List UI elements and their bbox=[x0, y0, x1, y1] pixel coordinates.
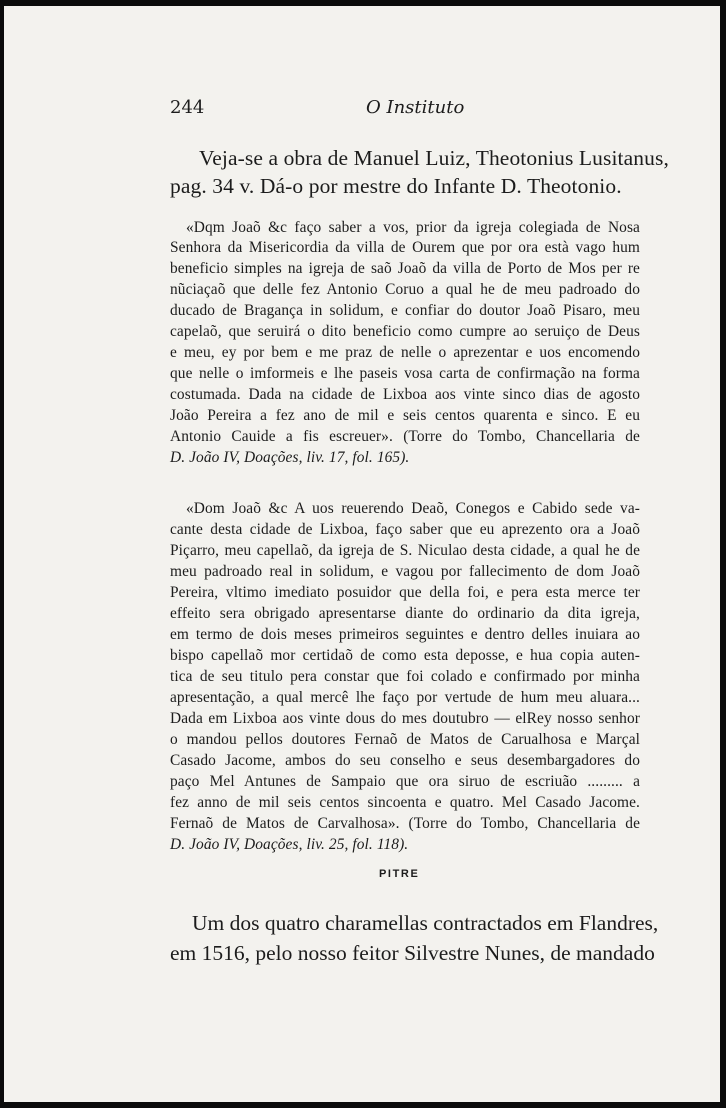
text-line: João Pereira a fez ano de mil e seis centos quarenta e sinco. E eu bbox=[170, 407, 640, 424]
text-line: que nelle o imformeis e lhe paseis vosa carta de confirmação na forma bbox=[170, 365, 640, 382]
text-line: capelaõ, que seruirá o dito beneficio como cumpre ao seruiço de Deus bbox=[170, 323, 640, 340]
text-line: costumada. Dada na cidade de Lixboa aos vinte sinco dias de agosto bbox=[170, 386, 640, 403]
text-line: Casado Jacome, ambos do seu conselho e seus desembargadores do bbox=[170, 752, 640, 769]
text-line: cante desta cidade de Lixboa, faço saber que eu aprezento ora a Joaõ bbox=[170, 521, 640, 538]
text-line: Dada em Lixboa aos vinte dous do mes doutubro — elRey nosso senhor bbox=[170, 710, 640, 727]
text-line: apresentação, a qual mercê lhe faço por vertude de hum meu aluara... bbox=[170, 689, 640, 706]
text-line: Um dos quatro charamellas contractados em Flandres, bbox=[192, 911, 659, 935]
text-line: Senhora da Misericordia da villa de Ourem que por ora està vago hum bbox=[170, 239, 640, 256]
text-line: «Dqm Joaõ &c faço saber a vos, prior da igreja colegiada de Nosa bbox=[186, 219, 640, 236]
scanned-page bbox=[4, 6, 720, 1102]
text-line: Veja-se a obra de Manuel Luiz, Theotonius Lusitanus, bbox=[199, 146, 669, 170]
text-line: fez anno de mil seis centos sincoenta e quatro. Mel Casado Jacome. bbox=[170, 794, 640, 811]
text-line: ducado de Bragança in solidum, e confiar do doutor Joaõ Pisaro, meu bbox=[170, 302, 640, 319]
text-line: D. João IV, Doações, liv. 25, fol. 118). bbox=[170, 836, 409, 853]
text-line: em 1516, pelo nosso feitor Silvestre Nunes, de mandado bbox=[170, 941, 655, 965]
text-line: em termo de dois meses primeiros seguintes e dentro delles inuiara ao bbox=[170, 626, 640, 643]
text-line: beneficio simples na igreja de saõ Joaõ da villa de Porto de Mos per re bbox=[170, 260, 640, 277]
text-line: D. João IV, Doações, liv. 17, fol. 165). bbox=[170, 449, 410, 466]
text-line: Pereira, vltimo imediato posuidor que della foi, e pera esta merce ter bbox=[170, 584, 640, 601]
text-line: bispo capellaõ mor certidaõ de como esta deposse, e hua copia auten- bbox=[170, 647, 640, 664]
text-line: Fernaõ de Matos de Carvalhosa». (Torre do Tombo, Chancellaria de bbox=[170, 815, 640, 832]
text-line: effeito sera obrigado apresentarse diante do ordinario da dita igreja, bbox=[170, 605, 640, 622]
text-line: pag. 34 v. Dá-o por mestre do Infante D. Theotonio. bbox=[170, 174, 622, 198]
text-line: Antonio Cauide a fis escreuer». (Torre do Tombo, Chancellaria de bbox=[170, 428, 640, 445]
text-line: e meu, ey por bem e me praz de nelle o aprezentar e uos encomendo bbox=[170, 344, 640, 361]
text-line: paço Mel Antunes de Sampaio que ora siruo de escriuão ......... a bbox=[170, 773, 640, 790]
text-line: o mandou pellos doutores Fernaõ de Matos de Carualhosa e Marçal bbox=[170, 731, 640, 748]
text-line: «Dom Joaõ &c A uos reuerendo Deaõ, Conegos e Cabido sede va- bbox=[186, 500, 640, 517]
text-line: tica de seu titulo pera constar que foi colado e confirmado por minha bbox=[170, 668, 640, 685]
text-line: nũciaçaõ que delle fez Antonio Coruo a qual he de meu padroado do bbox=[170, 281, 640, 298]
text-line: Piçarro, meu capellaõ, da igreja de S. Niculao desta cidade, a qual he de bbox=[170, 542, 640, 559]
page-number: 244 bbox=[170, 97, 205, 118]
running-title: O Instituto bbox=[366, 97, 465, 118]
section-title: PITRE bbox=[379, 868, 420, 880]
text-line: meu padroado real in solidum, e vagou por fallecimento de dom Joaõ bbox=[170, 563, 640, 580]
